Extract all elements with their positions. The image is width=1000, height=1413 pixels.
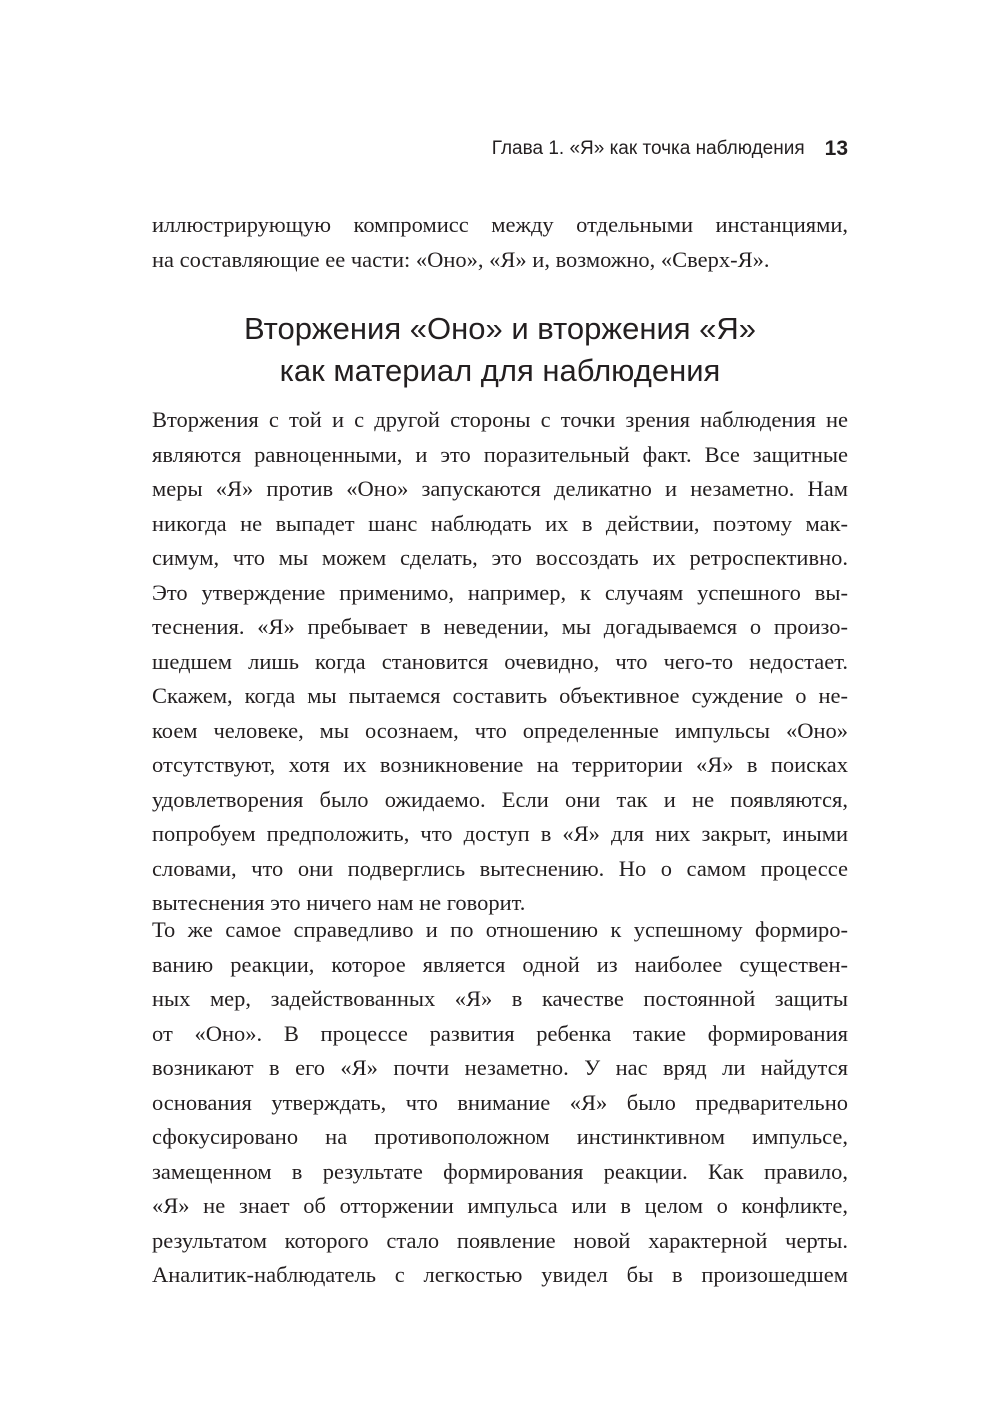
text-line: То же самое справедливо и по отношению к успешному формиро- bbox=[152, 917, 848, 942]
text-line: удовлетворения было ожидаемо. Если они так и не появляются, bbox=[152, 786, 848, 812]
text-line: замещенном в результате формирования реакции. Как правило, bbox=[152, 1158, 848, 1184]
page-number: 13 bbox=[824, 137, 848, 160]
text-line: возникают в его «Я» почти незаметно. У нас вряд ли найдутся bbox=[152, 1055, 848, 1080]
text-line: теснения. «Я» пребывает в неведении, мы догадываемся о произо- bbox=[152, 614, 848, 639]
text-line: на составляющие ее части: «Оно», «Я» и, возможно, «Сверх-Я». bbox=[152, 246, 770, 272]
text-line: Это утверждение применимо, например, к случаям успешного вы- bbox=[152, 579, 848, 605]
text-line: результатом которого стало появление новой характерной черты. bbox=[152, 1227, 848, 1253]
text-line: коем человеке, мы осознаем, что определенные импульсы «Оно» bbox=[152, 717, 848, 743]
text-line: вытеснения это ничего нам не говорит. bbox=[152, 890, 526, 915]
text-line: от «Оно». В процессе развития ребенка такие формирования bbox=[152, 1020, 848, 1046]
text-line: Вторжения с той и с другой стороны с точки зрения наблюдения не bbox=[152, 407, 848, 432]
text-line: иллюстрирующую компромисс между отдельными инстанциями, bbox=[152, 212, 848, 237]
text-line: меры «Я» против «Оно» запускаются деликатно и незаметно. Нам bbox=[152, 476, 848, 501]
text-line: никогда не выпадет шанс наблюдать их в действии, поэтому мак- bbox=[152, 510, 848, 536]
running-head bbox=[152, 132, 848, 166]
text-line: ных мер, задействованных «Я» в качестве постоянной защиты bbox=[152, 986, 848, 1011]
text-line: попробуем предположить, что доступ в «Я» для них закрыт, иными bbox=[152, 821, 848, 846]
text-line: «Я» не знает об отторжении импульса или в целом о конфликте, bbox=[152, 1193, 848, 1218]
text-line: сфокусировано на противоположном инстинктивном импульсе, bbox=[152, 1124, 848, 1149]
text-line: отсутствуют, хотя их возникновение на территории «Я» в поисках bbox=[152, 752, 848, 777]
text-line: шедшем лишь когда становится очевидно, что чего-то недостает. bbox=[152, 648, 848, 674]
text-line: словами, что они подверглись вытеснению. Но о самом процессе bbox=[152, 855, 848, 881]
text-line: основания утверждать, что внимание «Я» было предварительно bbox=[152, 1089, 848, 1115]
chapter-title: Глава 1. «Я» как точка наблюдения bbox=[491, 138, 805, 159]
text-line: ванию реакции, которое является одной из наиболее существен- bbox=[152, 951, 848, 977]
text-line: Скажем, когда мы пытаемся составить объективное суждение о не- bbox=[152, 683, 848, 708]
paragraph-2 bbox=[152, 913, 848, 1293]
heading-line: Вторжения «Оно» и вторжения «Я» bbox=[243, 311, 757, 346]
heading-line: как материал для наблюдения bbox=[279, 353, 721, 388]
intro-paragraph bbox=[152, 208, 848, 277]
section-heading bbox=[152, 308, 848, 392]
text-line: симум, что мы можем сделать, это воссоздать их ретроспективно. bbox=[152, 545, 848, 570]
paragraph-1 bbox=[152, 403, 848, 921]
text-line: являются равноценными, и это поразительный факт. Все защитные bbox=[152, 441, 848, 467]
text-line: Аналитик-наблюдатель с легкостью увидел бы в произошедшем bbox=[152, 1262, 848, 1287]
